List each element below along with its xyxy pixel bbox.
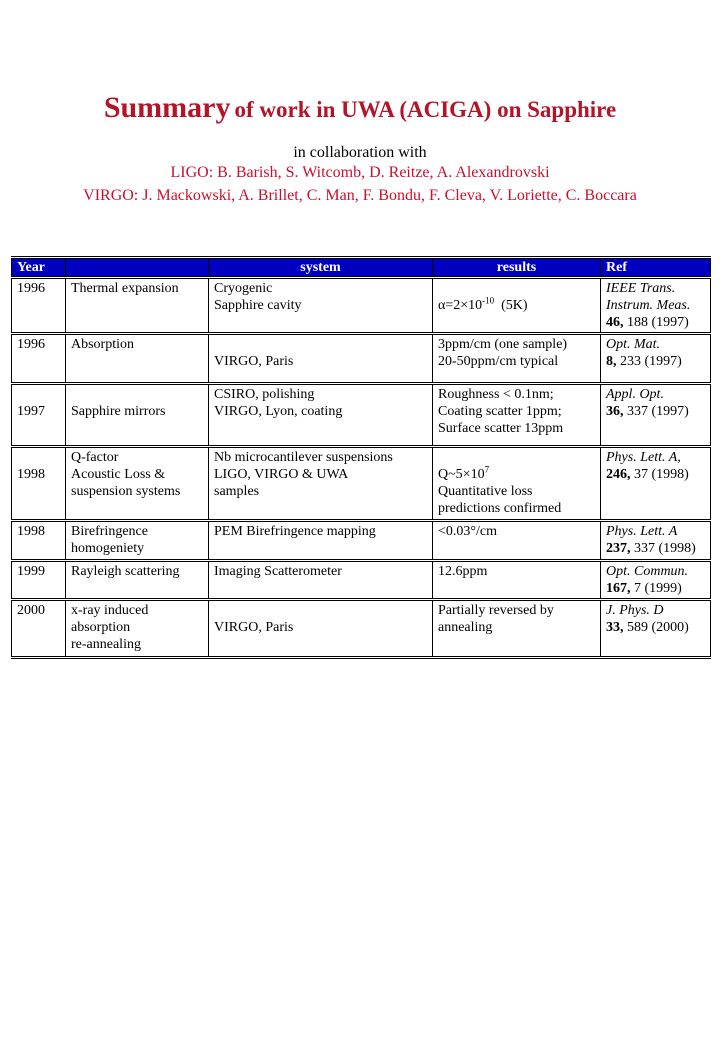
topic-line: Birefringence <box>71 524 148 539</box>
title-rest: of work in UWA (ACIGA) on Sapphire <box>234 97 617 122</box>
results-line: Partially reversed by <box>438 603 554 618</box>
system-line: VIRGO, Paris <box>214 620 294 635</box>
cell-ref <box>601 334 711 384</box>
collaboration-line: in collaboration with <box>293 144 427 161</box>
system-line: LIGO, VIRGO & UWA <box>214 467 349 482</box>
alpha-value: α=2×10 <box>438 298 483 313</box>
topic-line: Q-factor <box>71 450 119 465</box>
system-line: samples <box>214 484 260 499</box>
cell-system <box>209 334 433 384</box>
cell-system <box>209 447 433 521</box>
cell-year: 1996 <box>12 334 66 384</box>
results-line: Roughness < 0.1nm; <box>438 387 554 402</box>
table-row <box>12 521 711 561</box>
cell-topic <box>66 600 209 658</box>
ligo-collaborators: LIGO: B. Barish, S. Witcomb, D. Reitze, A. Alexandrovski <box>170 164 550 181</box>
ref-volume: 237, <box>606 541 631 556</box>
ref-volume: 33, <box>606 620 624 635</box>
cell-system: Imaging Scatterometer <box>209 561 433 600</box>
table-row <box>12 447 711 521</box>
ref-journal: Phys. Lett. A <box>606 524 678 539</box>
ref-page-year: 188 (1997) <box>623 315 689 330</box>
results-line: 20-50ppm/cm typical <box>438 354 559 369</box>
cell-topic <box>66 447 209 521</box>
cell-ref <box>601 600 711 658</box>
topic-line: Absorption <box>71 337 134 352</box>
cell-ref <box>601 278 711 334</box>
system-line: CSIRO, polishing <box>214 387 315 402</box>
ref-page-year: 337 (1997) <box>623 404 689 419</box>
topic-line: Acoustic Loss & <box>71 467 166 482</box>
ref-volume: 8, <box>606 354 617 369</box>
table-row <box>12 384 711 447</box>
topic-line: x-ray induced <box>71 603 149 618</box>
cell-year: 1998 <box>12 521 66 561</box>
q-value: Q~5×10 <box>438 467 485 482</box>
ref-volume: 36, <box>606 404 624 419</box>
table-row <box>12 600 711 658</box>
cell-results <box>433 384 601 447</box>
q-exponent: 7 <box>484 464 490 475</box>
system-line: VIRGO, Lyon, coating <box>214 404 343 419</box>
cell-topic <box>66 521 209 561</box>
ref-volume: 167, <box>606 581 631 596</box>
ref-page-year: 37 (1998) <box>630 467 689 482</box>
virgo-collaborators: VIRGO: J. Mackowski, A. Brillet, C. Man, F. Bondu, F. Cleva, V. Loriette, C. Boccara <box>83 187 637 204</box>
cell-results: <0.03°/cm <box>433 521 601 561</box>
ref-journal: Phys. Lett. A, <box>606 450 681 465</box>
ref-journal: Instrum. Meas. <box>606 298 691 313</box>
table-row <box>12 278 711 334</box>
header-system: system <box>209 258 433 278</box>
table-row <box>12 334 711 384</box>
cell-topic: Rayleigh scattering <box>66 561 209 600</box>
results-line: 3ppm/cm (one sample) <box>438 337 568 352</box>
system-line: VIRGO, Paris <box>214 354 294 369</box>
cell-topic <box>66 334 209 384</box>
cell-year: 2000 <box>12 600 66 658</box>
cell-year <box>12 384 66 447</box>
ref-page-year: 233 (1997) <box>616 354 682 369</box>
header-year: Year <box>12 258 66 278</box>
ref-journal: Opt. Commun. <box>606 564 689 579</box>
system-line: Sapphire cavity <box>214 298 302 313</box>
year-value: 1998 <box>17 467 45 482</box>
cell-results <box>433 334 601 384</box>
cell-ref <box>601 561 711 600</box>
cell-system <box>209 600 433 658</box>
title-summary: Summary <box>103 91 231 124</box>
table-header-row <box>12 258 711 278</box>
header-topic <box>66 258 209 278</box>
ref-journal: Appl. Opt. <box>606 387 664 402</box>
cell-results <box>433 447 601 521</box>
system-line: Nb microcantilever suspensions <box>214 450 393 465</box>
topic-line: Sapphire mirrors <box>71 404 166 419</box>
cell-topic <box>66 278 209 334</box>
cell-system <box>209 278 433 334</box>
ref-page-year: 7 (1999) <box>630 581 682 596</box>
cell-year: 1999 <box>12 561 66 600</box>
ref-journal: J. Phys. D <box>606 603 664 618</box>
ref-volume: 46, <box>606 315 624 330</box>
results-line: Coating scatter 1ppm; <box>438 404 562 419</box>
cell-results <box>433 600 601 658</box>
topic-line: Thermal expansion <box>71 281 179 296</box>
cell-ref <box>601 521 711 561</box>
cell-system <box>209 384 433 447</box>
ref-page-year: 337 (1998) <box>630 541 696 556</box>
alpha-temperature: (5K) <box>494 298 528 313</box>
topic-line: absorption <box>71 620 131 635</box>
cell-system: PEM Birefringence mapping <box>209 521 433 561</box>
table-row <box>12 561 711 600</box>
cell-results: 12.6ppm <box>433 561 601 600</box>
alpha-exponent: -10 <box>482 295 495 306</box>
results-line: predictions confirmed <box>438 501 562 516</box>
ref-page-year: 589 (2000) <box>623 620 689 635</box>
cell-ref <box>601 447 711 521</box>
cell-results <box>433 278 601 334</box>
system-line: Cryogenic <box>214 281 273 296</box>
results-line: annealing <box>438 620 493 635</box>
ref-volume: 246, <box>606 467 631 482</box>
results-line: Quantitative loss <box>438 484 533 499</box>
cell-topic <box>66 384 209 447</box>
page-title <box>0 91 720 125</box>
cell-year <box>12 447 66 521</box>
topic-line: homogeniety <box>71 541 145 556</box>
header-ref: Ref <box>601 258 711 278</box>
ref-journal: IEEE Trans. <box>606 281 676 296</box>
cell-year: 1996 <box>12 278 66 334</box>
topic-line: re-annealing <box>71 637 141 652</box>
header-results: results <box>433 258 601 278</box>
cell-ref <box>601 384 711 447</box>
year-value: 1997 <box>17 404 45 419</box>
topic-line: suspension systems <box>71 484 181 499</box>
summary-table <box>11 256 711 659</box>
ref-journal: Opt. Mat. <box>606 337 661 352</box>
results-line: Surface scatter 13ppm <box>438 421 564 436</box>
